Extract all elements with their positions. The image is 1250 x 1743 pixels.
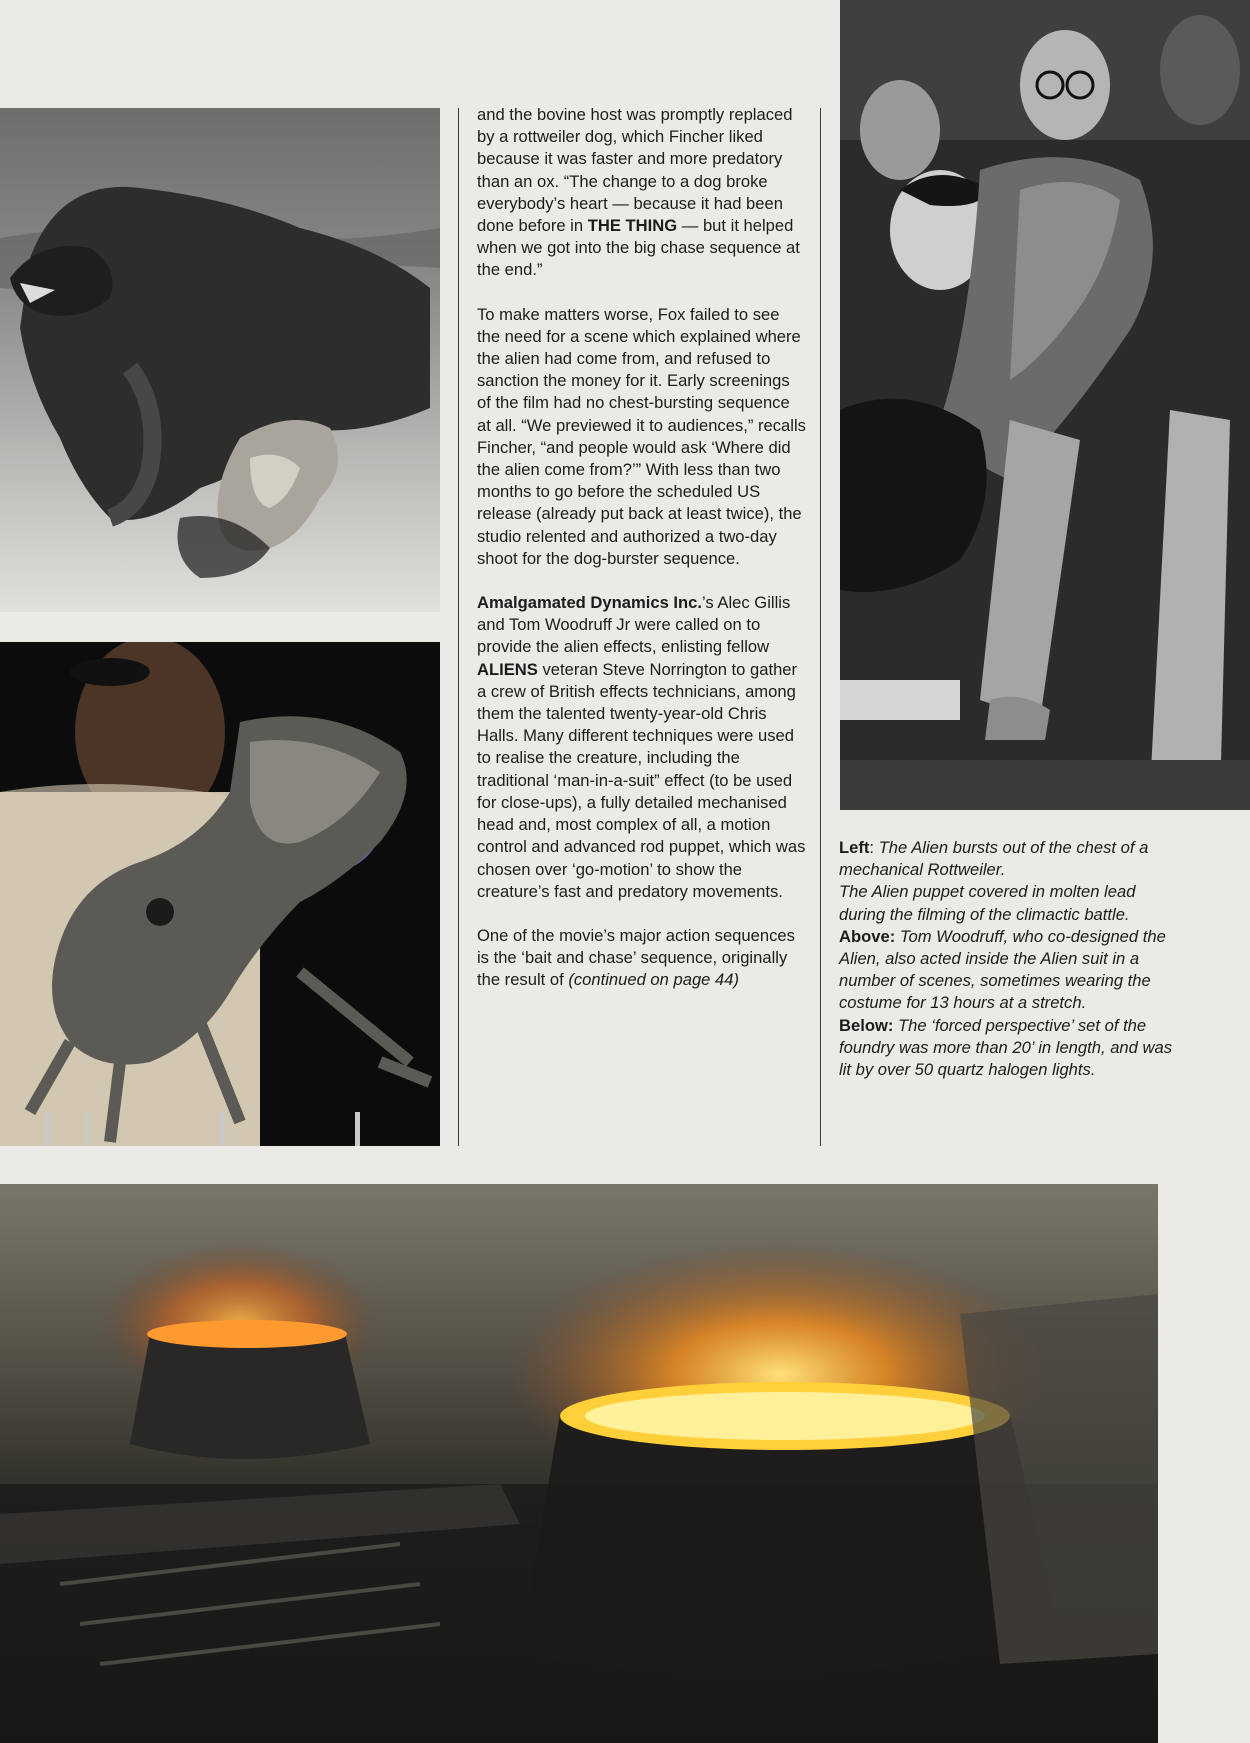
- photo-dog-chestburster: [0, 108, 440, 612]
- film-title-bold: ALIENS: [477, 659, 538, 679]
- photo-crew-alien-suit: [840, 0, 1250, 810]
- paragraph-text: veteran Steve Norrington to gather a crew of British effects technicians, among them the talented twenty-year-old Chris Halls. Many different techniques were used to realise the creature, including the traditional ‘man-in-a-suit” effect (to be used for close-ups), a fully detailed mechanised head and, most complex of all, a motion control and advanced rod puppet, which was chosen over ‘go-motion’ to show the creature’s fast and predatory movements.: [477, 659, 806, 901]
- photo-foundry-set: [0, 1184, 1158, 1743]
- article-paragraph-4: [477, 925, 807, 992]
- photo-alien-puppet: [0, 642, 440, 1146]
- caption-left-2: [839, 881, 1179, 925]
- photo-captions: [839, 837, 1179, 1081]
- caption-above: [839, 926, 1179, 1015]
- article-paragraph-1: [477, 104, 807, 282]
- paragraph-text: and the bovine host was promptly replaced by a rottweiler dog, which Fincher liked because it was faster and more predatory than an ox. “The change to a dog broke everybody’s heart — because it had been done before in: [477, 105, 793, 236]
- caption-separator: :: [869, 838, 879, 857]
- caption-label: Left: [839, 838, 870, 857]
- continued-note: (continued on page 44): [568, 970, 740, 990]
- caption-left: [839, 837, 1179, 881]
- caption-text: The Alien bursts out of the chest of a mechanical Rottweiler.: [839, 838, 1149, 880]
- article-column: [477, 104, 807, 1014]
- film-title-bold: THE THING: [587, 216, 678, 236]
- column-rule-left: [458, 108, 459, 1146]
- caption-text: The Alien puppet covered in molten lead during the filming of the climactic battle.: [839, 882, 1136, 924]
- column-rule-right: [820, 108, 821, 1146]
- caption-text: Tom Woodruff, who co-designed the Alien, also acted inside the Alien suit in a number of scenes, sometimes wearing the costume for 13 hours at a stretch.: [839, 926, 1166, 1013]
- paragraph-text: One of the movie’s major action sequences is the ‘bait and chase’ sequence, originally the result of: [477, 925, 795, 990]
- article-paragraph-2: To make matters worse, Fox failed to see the need for a scene which explained where the alien had come from, and refused to sanction the money for it. Early screenings of the film had no chest-bursting sequence at all. “We previewed it to audiences,” recalls Fincher, “and people would ask ‘Where did the alien come from?’” With less than two months to go before the scheduled US release (already put back at least twice), the studio relented and authorized a two-day shoot for the dog-burster sequence.: [477, 304, 806, 568]
- paragraph-text: ’s Alec Gillis and Tom Woodruff Jr were called on to provide the alien effects, enlisting fellow: [477, 593, 791, 657]
- company-name-bold: Amalgamated Dynamics Inc.: [477, 593, 703, 613]
- caption-label: Above:: [839, 926, 896, 946]
- caption-text: The ‘forced perspective’ set of the foundry was more than 20’ in length, and was lit by over 50 quartz halogen lights.: [839, 1015, 1173, 1080]
- caption-below: [839, 1015, 1179, 1082]
- article-paragraph-3: [477, 592, 807, 903]
- paragraph-text: — but it helped when we got into the big chase sequence at the end.”: [477, 216, 800, 280]
- caption-label: Below:: [839, 1015, 894, 1035]
